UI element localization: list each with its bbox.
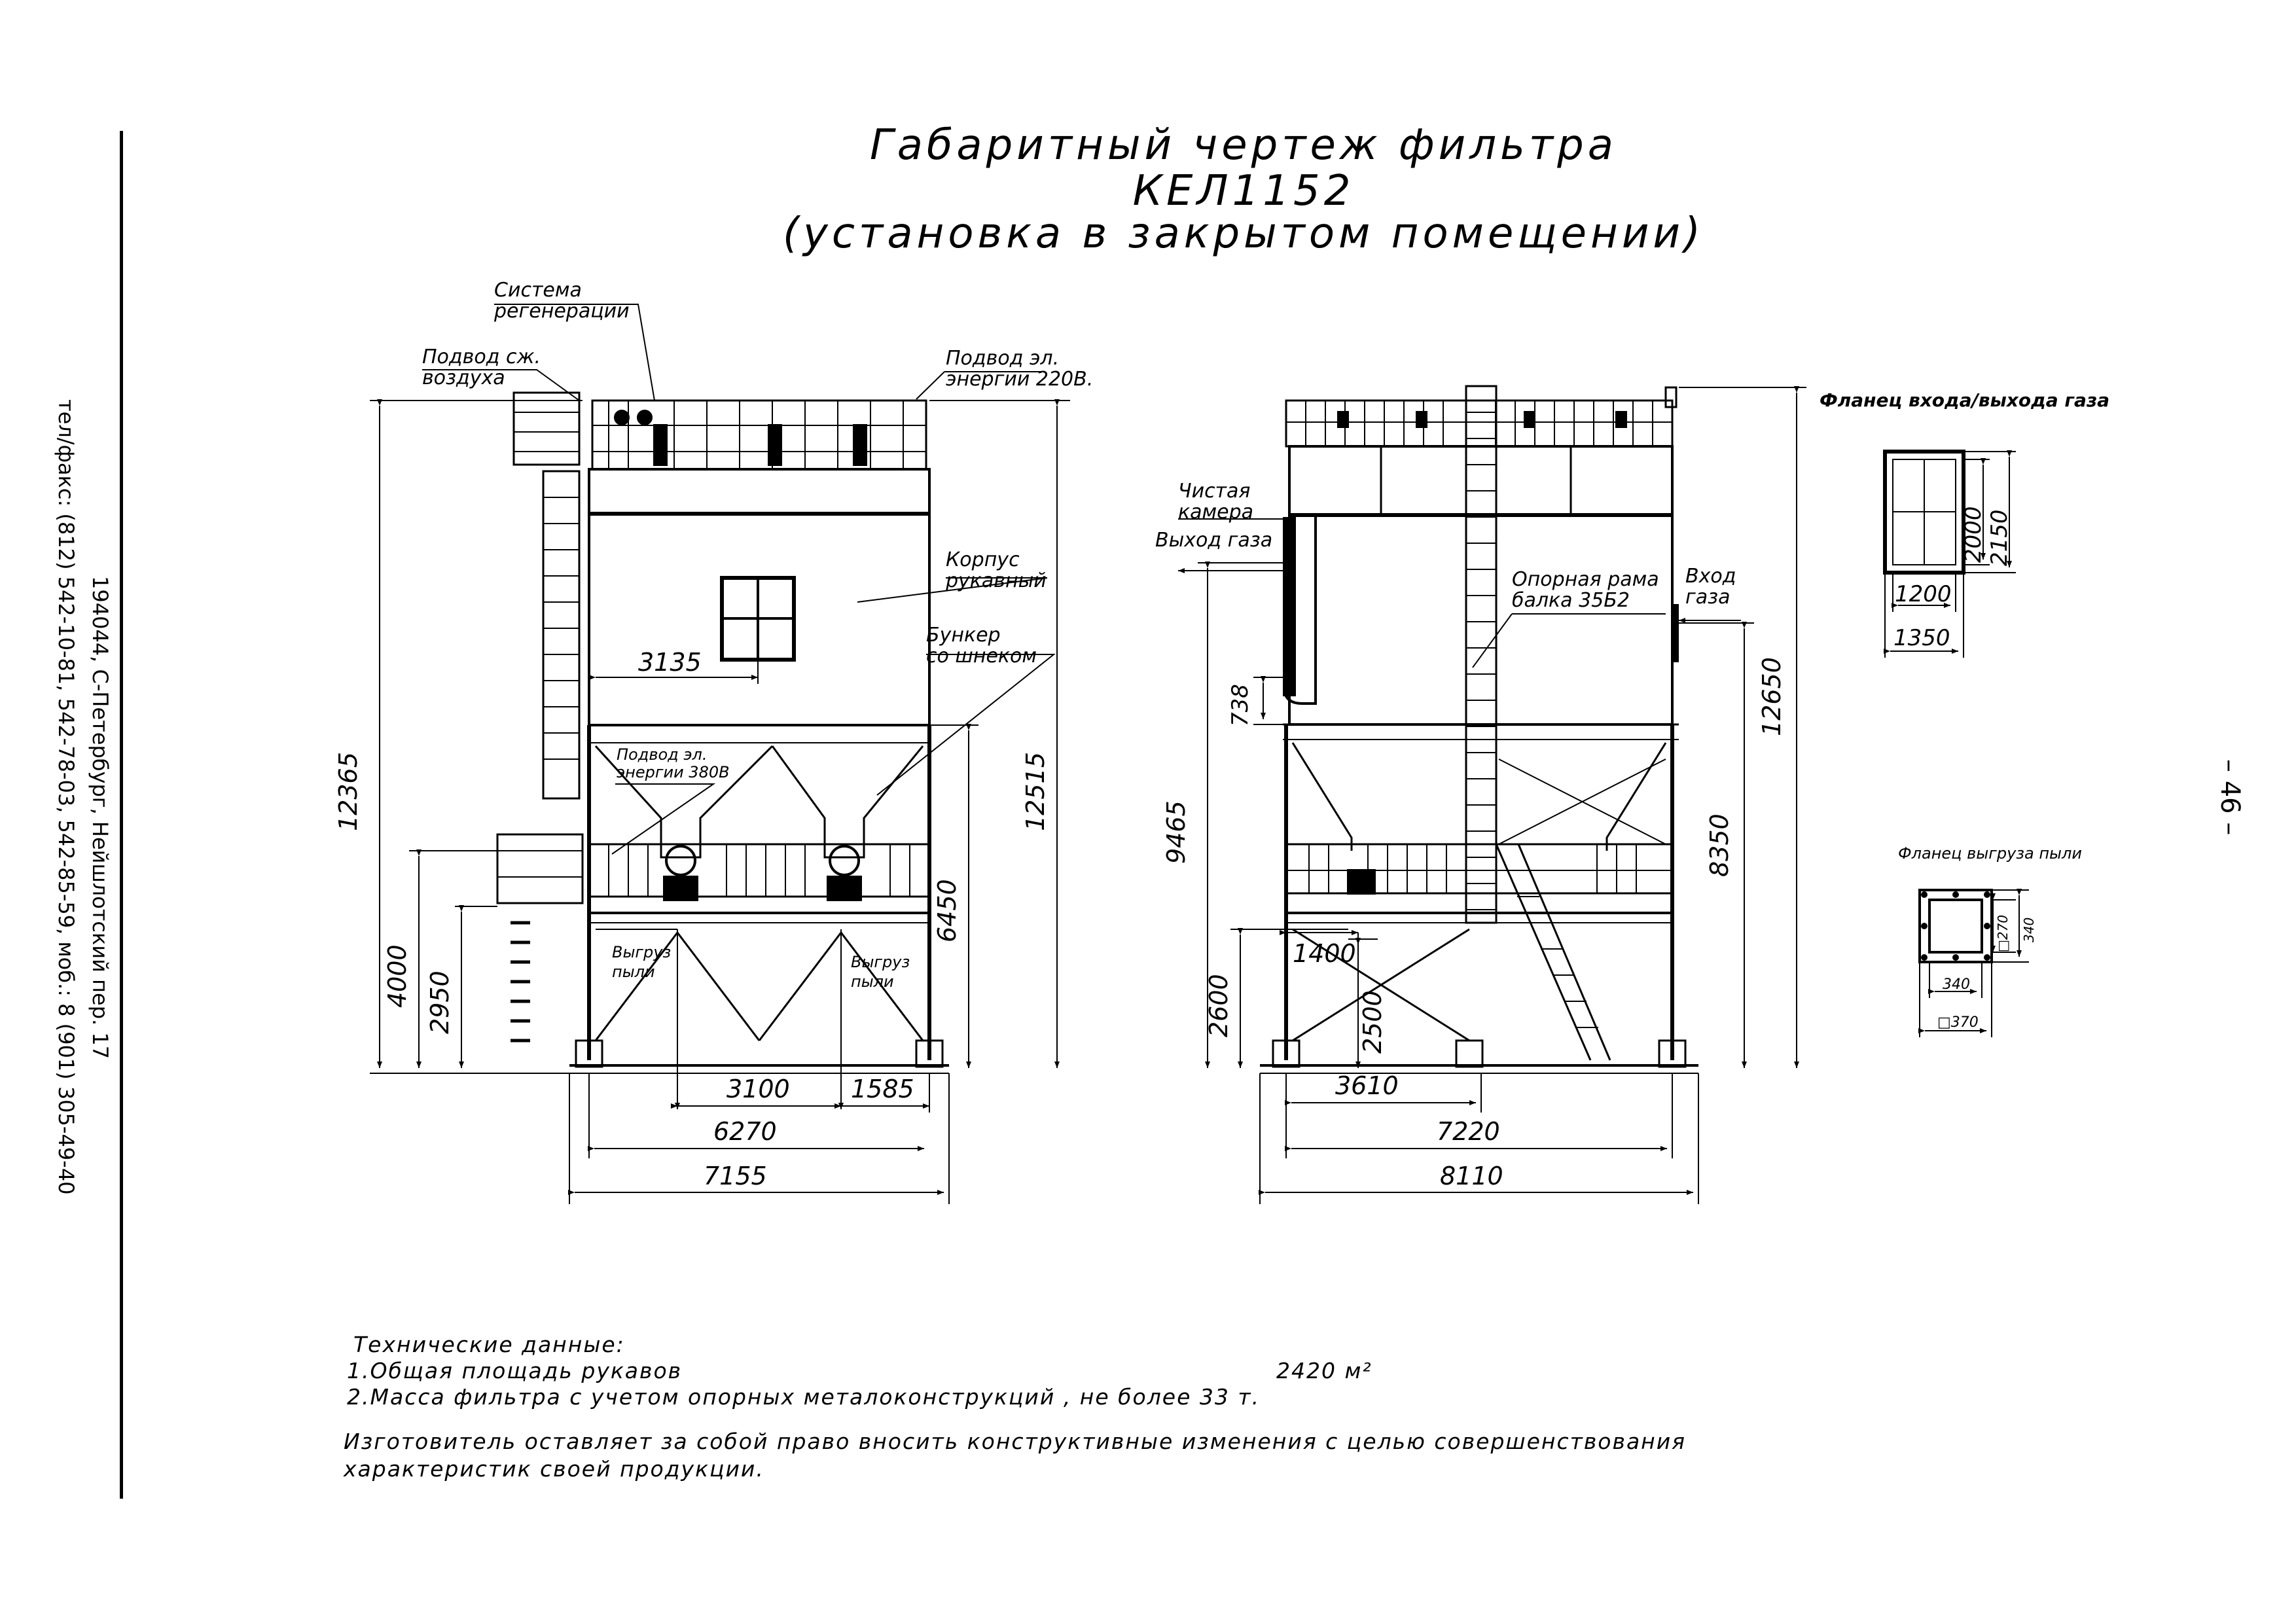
label-power220-line1: Подвод эл. [946, 347, 1060, 370]
dim-6450: 6450 [933, 879, 961, 942]
dim-flange-1200: 1200 [1895, 581, 1952, 607]
dim-2950: 2950 [425, 971, 454, 1034]
label-support-frame [1512, 569, 1659, 611]
drawing-title-line1: Габаритный чертеж фильтра [870, 121, 1617, 169]
dim-12650: 12650 [1757, 657, 1786, 736]
label-housing-line1: Корпус [946, 548, 1020, 571]
label-gas-inlet [1685, 566, 1736, 608]
tech-item-2: 2.Масса фильтра с учетом опорных металоконструкций , не более 33 т. [347, 1384, 1261, 1410]
dim-1400: 1400 [1293, 939, 1356, 968]
label-gas-flange: Фланец входа/выхода газа [1820, 389, 2110, 411]
dim-2500: 2500 [1358, 990, 1387, 1054]
label-power380-line2: энергии 380В [617, 763, 730, 781]
dim-7155: 7155 [704, 1162, 767, 1190]
label-power380-line1: Подвод эл. [617, 745, 708, 764]
label-regen-line2: регенерации [494, 300, 630, 323]
dim-12365: 12365 [334, 752, 363, 831]
dim-9465: 9465 [1162, 800, 1191, 864]
label-gas-outlet: Выход газа [1155, 529, 1273, 552]
drawing-title-line2: КЕЛ1152 [1132, 167, 1355, 215]
label-power-220 [946, 348, 1093, 390]
tech-note-2: характеристик своей продукции. [344, 1456, 764, 1482]
dim-1585: 1585 [851, 1075, 914, 1103]
dim-2600: 2600 [1204, 974, 1233, 1037]
phones-text: тел/факс: (812) 542-10-81, 542-78-03, 542-85-59, моб.: 8 (901) 305-49-40 [54, 399, 79, 1195]
label-hopper-line1: Бункер [926, 624, 1001, 647]
label-hopper [926, 625, 1037, 667]
dim-8110: 8110 [1440, 1162, 1503, 1190]
side-dimension-lines [1178, 387, 1806, 1204]
drawing-title-line3: (установка в закрытом помещении) [783, 209, 1704, 258]
label-dust2-line1: Выгруз [851, 953, 910, 971]
dim-3610: 3610 [1335, 1071, 1399, 1100]
label-gasin-line1: Вход [1685, 565, 1736, 588]
dim-dust-340-vertical: 340 [2021, 917, 2037, 942]
label-dust1-line2: пыли [612, 963, 655, 981]
dim-dust-340-horizontal: 340 [1943, 976, 1970, 993]
side-elevation-view [1260, 386, 1698, 1073]
dim-flange-1350: 1350 [1893, 625, 1950, 651]
label-air-line2: воздуха [422, 366, 505, 389]
dim-6270: 6270 [713, 1117, 777, 1146]
dim-8350: 8350 [1705, 813, 1734, 877]
label-gasin-line2: газа [1685, 586, 1731, 609]
label-dust-discharge-1 [612, 942, 671, 982]
tech-item-1-value: 2420 м² [1276, 1358, 1372, 1383]
dim-738: 738 [1227, 684, 1253, 726]
label-air-line1: Подвод сж. [422, 346, 541, 368]
label-power-380 [617, 746, 730, 781]
dim-dust-270: □270 [1995, 914, 2011, 952]
label-dust-flange: Фланец выгруза пыли [1898, 844, 2082, 863]
label-frame-line2: балка 35Б2 [1512, 589, 1630, 612]
label-power220-line2: энергии 220В. [946, 368, 1094, 391]
dim-dust-370: □370 [1937, 1014, 1979, 1031]
dim-flange-2000: 2000 [1960, 506, 1986, 563]
dim-3135: 3135 [638, 648, 702, 677]
label-regen-system [494, 280, 630, 322]
label-clean-line1: Чистая [1178, 480, 1251, 503]
label-dust2-line2: пыли [851, 972, 894, 991]
dim-12515: 12515 [1021, 752, 1050, 831]
tech-heading: Технические данные: [353, 1332, 625, 1357]
label-dust-discharge-2 [851, 952, 910, 991]
label-housing-line2: рукавный [946, 569, 1047, 592]
label-housing [946, 550, 1047, 592]
label-clean-line2: камера [1178, 501, 1254, 524]
address-text: 194044, С-Петербург, Нейшлотский пер. 17 [88, 576, 113, 1060]
label-compressed-air [422, 347, 541, 389]
dim-4000: 4000 [383, 944, 412, 1008]
label-clean-chamber [1178, 481, 1253, 523]
label-regen-line1: Система [494, 279, 582, 302]
label-hopper-line2: со шнеком [926, 645, 1037, 668]
dim-7220: 7220 [1437, 1117, 1500, 1146]
tech-item-1: 1.Общая площадь рукавов [347, 1358, 683, 1383]
label-frame-line1: Опорная рама [1512, 568, 1659, 591]
tech-note-1: Изготовитель оставляет за собой право вносить конструктивные изменения с целью совершенствования [344, 1429, 1687, 1454]
dim-3100: 3100 [726, 1075, 790, 1103]
page-number: – 46 – [2215, 759, 2245, 836]
label-dust1-line1: Выгруз [612, 943, 672, 961]
dim-flange-2150: 2150 [1986, 509, 2013, 566]
